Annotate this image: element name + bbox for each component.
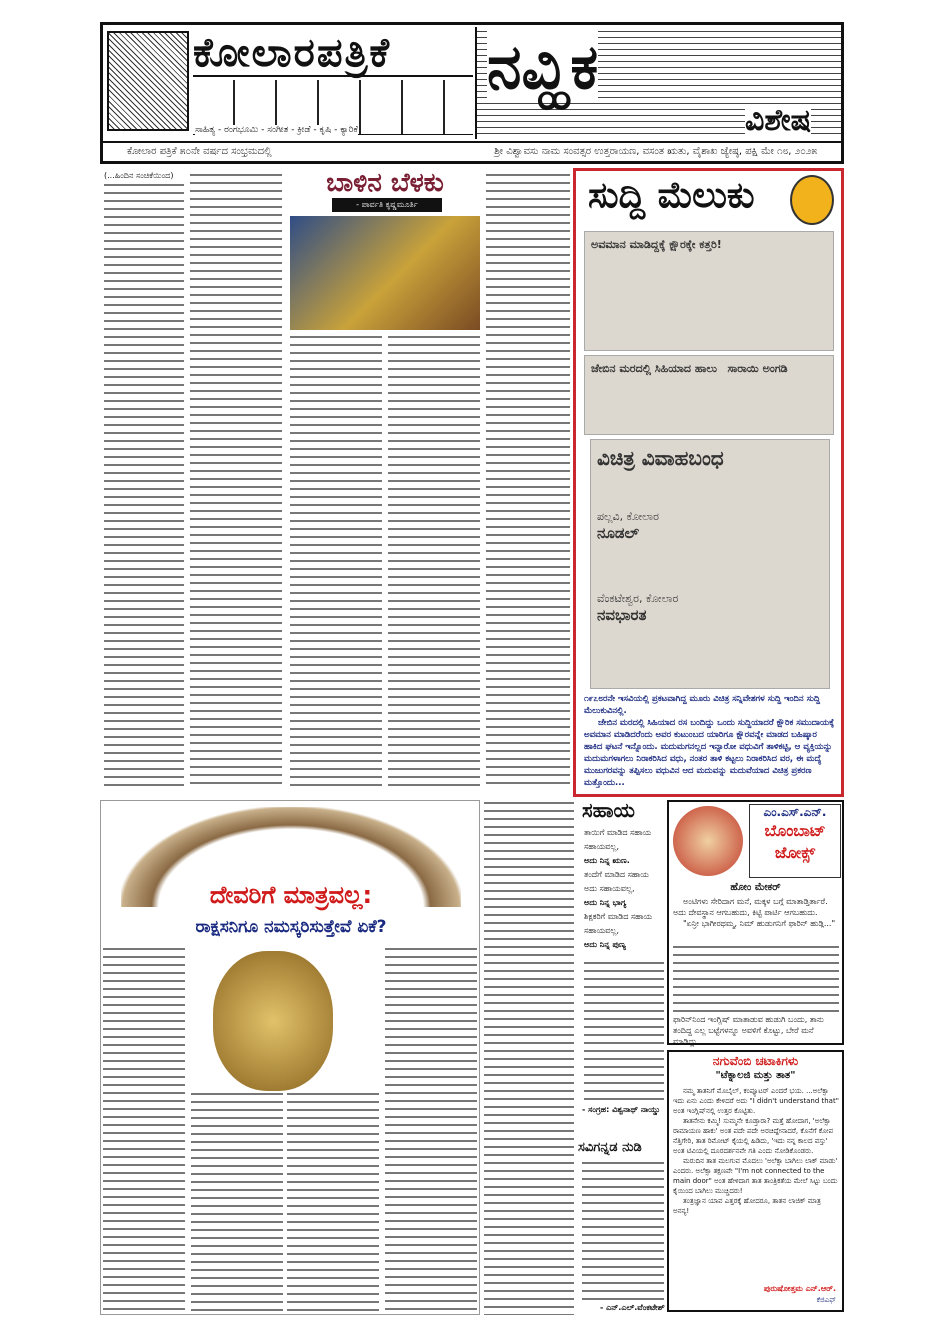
date-line: ಶ್ರೀ ವಿಶ್ವಾವಸು ನಾಮ ಸಂವತ್ಸರ ಉತ್ತರಾಯಣ, ವಸಂತ ಋತು, ವೈಶಾಖ ಜ್ಯೇಷ್ಠ, ಪಕ್ಷಿ ಮೇ ೧೮, ೨೦೨೫ [494,146,817,157]
sahaya-headline: ಸಹಾಯ [582,798,635,822]
devarige-subheadline: ರಾಕ್ಷಸನಿಗೂ ನಮಸ್ಕರಿಸುತ್ತೇವೆ ಏಕೆ? [195,917,387,937]
article-column [103,946,185,1311]
bombat-jokes-box [667,800,844,1045]
article-column [484,800,574,1315]
joke-text: ಅಂಟಿಗಳು ಸೇರಿದಾಗ ಮನೆ, ಮಕ್ಕಳ ಬಗ್ಗೆ ಮಾತಾಡ್ತಿರ್ತಾರೆ. ಅದು ದೇವಸ್ಥಾನ ಆಗಬಹುದು, ಕಿಟ್ಟಿ ಪಾರ್ಟಿ ಆಗಬಹುದು. "ಏನ್ರೀ ಭಾಗೀರಥಮ್ಮ, ನಿಮ್ ಹುಡುಗನಿಗೆ ಫಾರಿನ್ ಹುಡ್ಗಿ..." [673,897,836,928]
news-clipping: ವಿಚಿತ್ರ ವಿವಾಹಬಂಧ ಪಲ್ಲವಿ, ಕೋಲಾರ ನೂಡಲ್ ವೆಂಕಟೇಶ್ವರ, ಕೋಲಾರ ನವಭಾರತ [590,439,830,689]
joke-ending: ಫಾರಿನ್‌ನಿಂದ ಇಂಗ್ಲಿಷ್ ಮಾತಾಡುವ ಹುಡುಗಿ ಬಂದು, ತಾನು ತಂದಿದ್ದ ಎಲ್ಲ ಬಟ್ಟೆಗಳನ್ನೂ ಅವಳಿಗೆ ಕೊಟ್ಟು, ಬೇರೆ ಮನೆ ಮಾಡಿದ್ಲು [673,1015,824,1046]
joke-body [673,944,839,1012]
article-column [385,946,477,1311]
kirtimukha-mask-image [213,951,333,1091]
caricature-image [673,806,743,876]
continued-note: (...ಹಿಂದಿನ ಸಂಚಿಕೆಯಿಂದ) [104,171,174,180]
sahaya-poem: ತಾಯಿಗೆ ಮಾಡಿದ ಸಹಾಯ ಸಹಾಯವಲ್ಲ, ಅದು ನಿನ್ನ ಋಣ. ತಂದೆಗೆ ಮಾಡಿದ ಸಹಾಯ ಅದು ಸಹಾಯವಲ್ಲ, ಅದು ನಿನ್ನ ಭಾಗ್ಯ ಶಿಕ್ಷಕರಿಗೆ ಮಾಡಿದ ಸಹಾಯ ಸಹಾಯವಲ್ಲ, ಅದು ನಿನ್ನ ಪುಣ್ಯ [584,828,653,949]
nagavembi-headline: ನಗುವೆಂಬಿ ಚಟಾಕಿಗಳು [712,1054,799,1068]
byline: - ಪಾರ್ವತಿ ಕೃಷ್ಣಮೂರ್ತಿ [332,198,442,212]
article-column [388,334,480,790]
date-bar [103,141,841,161]
savigannada-headline: ಸವಿಗನ್ನಡ ನುಡಿ [578,1140,642,1155]
paper-title: ಕೋಲಾರಪತ್ರಿಕೆ [193,29,473,77]
poem-continued [584,960,664,1100]
joke-subhead: ಹೋಂ ಮೇಕರ್ [730,882,781,893]
clipping-caption: ೧೯೭೮ರನೇ ಇಸವಿಯಲ್ಲಿ ಪ್ರಕಟವಾಗಿದ್ದ ಮೂರು ವಿಚಿತ್ರ ಸನ್ನಿವೇಶಗಳ ಸುದ್ದಿ ಇಂದಿನ ಸುದ್ದಿ ಮೆಲುಕುವಿನಲ್ಲಿ. ಜೇಬಿನ ಮರದಲ್ಲಿ ಸಿಹಿಯಾದ ರಸ ಬಂದಿದ್ದು ಒಂದು ಸುದ್ದಿಯಾದರೆ ಕ್ಷೌರಿಕ ಸಮುದಾಯಕ್ಕೆ ಅವಮಾನ ಮಾಡಿದರೆಂದು ಅವರ ಕುಟುಂಬದ ಯಾರಿಗೂ ಕ್ಷೌರವನ್ನೇ ಮಾಡದ ಬಹಿಷ್ಕಾರ ಹಾಕಿದ ಘಟನೆ ಇನ್ನೊಂದು. ಮದುಮಗನಲ್ಲದ ಇನ್ನಾರೋ ವಧುವಿಗೆ ತಾಳಿಕಟ್ಟಿ, ಆ ವ್ಯಕ್ತಿಯನ್ನು ಮದುಮಗಳಾಗಲು ನಿರಾಕರಿಸಿದ ವಧು, ನಂತರ ತಾಳಿ ಕಟ್ಟಲು ನಿರಾಕರಿಸಿದ ವರ, ಈ ಮದ್ಯೆ ಮುಜುಗರವನ್ನು ತಪ್ಪಿಸಲು ವಧುವಿನ ಆದ ಮದುವನ್ನು ಮದುವೆಯಾದ ವಿಚಿತ್ರ ಪ್ರಕರಣ ಮತ್ತೊಂದು... [584,694,835,788]
tagline: ಸಾಹಿತ್ಯ - ರಂಗಭೂಮಿ - ಸಂಗೀತ - ಕ್ರೀಡೆ - ಕೃಷಿ - ಕ್ಯಾರಿಕೆ [195,125,358,135]
article-column [190,172,282,790]
author-name: ಪುರುಷೋತ್ತಮ ಎನ್.ಆರ್. [763,1284,836,1293]
elephant-logo [107,31,189,131]
nagavembi-box [667,1050,844,1312]
nagavembi-text: ನಮ್ಮ ತಾತನಿಗೆ ಮೊಬೈಲ್, ಕಂಪ್ಯೂಟರ್ ಎಂದರೆ ಭಯ. ...ಅಲೆಕ್ಸಾ ಇದು ಏನು ಎಂದು ಕೇಳಿದರೆ ಅದು "I didn't understand that" ಅಂತ ಇಂಗ್ಲಿಷ್‌ನಲ್ಲಿ ಉತ್ತರ ಕೊಟ್ಟಿತು. ತಾತನೇನು ಕಮ್ಮಿ! ಸುಮ್ಮನೇ ಕೂಡ್ತಾರಾ? ಮತ್ತೆ ಹೋದಾಗ, 'ಅಲೆಕ್ಸಾ ರಾಮಾಯಣ ಹಾಕು' ಅಂತ ಪದೇ ಪದೇ ಅರಚಿದ್ದೇನಾದರೆ, ಕೊನೆಗೆ ಕೋಪ ನೆತ್ತಿಗೇರಿ, ತಾತ ರಿಮೋಟ್ ಕೈಯಲ್ಲಿ ಹಿಡಿದು, 'ಇದು ನನ್ನ ಕಾಲದ ವಸ್ತು' ಅಂತ ಟಿವಿಯಲ್ಲಿ ದೂರದರ್ಶನವೇ ಗತಿ ಎಂದು ನೋಡಿಕೊಂಡರು. ಮರುದಿನ ತಾತ ಮಲಗುವ ಮೊದಲು 'ಅಲೆಕ್ಸಾ ಬಾಗಿಲು ಲಾಕ್ ಮಾಡು' ಎಂದರು. ಅಲೆಕ್ಸಾ ತಕ್ಷಣವೇ "I'm not connected to the main door" ಅಂತ ಹೇಳಿದಾಗ ತಾತ ತಾಂತ್ರಿಕತೆಯ ಮೇಲೆ ಸಿಟ್ಟು ಬಂದು ಕೈಯಿಂದ ಬಾಗಿಲು ಮುಚ್ಚಿದರು! ತಂತ್ರಜ್ಞಾನ ಯಾವ ಎತ್ತರಕ್ಕೆ ಹೋದರೂ, ತಾತನ ಲಾಜಿಕ್ ಮಾತ್ರ ಅನನ್ಯ! [673,1087,839,1215]
masthead [100,22,844,164]
devarige-section [100,800,480,1315]
sahaya-author: - ಸಂಗ್ರಹ: ವಿಶ್ವನಾಥ್ ನಾಯ್ಡು [582,1105,661,1114]
krishna-arjuna-image [290,216,480,330]
anniversary-text: ಕೋಲಾರ ಪತ್ರಿಕೆ ೫೦ನೇ ವರ್ಷದ ಸಂಭ್ರಮದಲ್ಲಿ [127,146,272,157]
suddi-meluku-box [573,168,844,797]
bombat-title-box: ಎಂ.ಎಸ್.ಎನ್. ಬೊಂಬಾಟ್ ಜೋಕ್ಸ್ [749,804,841,878]
devarige-headline: ದೇವರಿಗೆ ಮಾತ್ರವಲ್ಲ: [209,881,373,909]
news-clipping: ಜೇಬಿನ ಮರದಲ್ಲಿ ಸಿಹಿಯಾದ ಹಾಲು ಸಾರಾಯಿ ಅಂಗಡಿ [584,355,834,435]
article-column [287,1091,379,1311]
suddi-meluku-headline: ಸುದ್ದಿ ಮೆಲುಕು [588,175,755,216]
article-column [290,334,382,790]
50-years-emblem [790,175,834,225]
special-edition-title: ನವ್ಹಿಕ ವಿಶೇಷ [475,27,841,139]
article-column [191,1091,283,1311]
news-clipping: ಅವಮಾನ ಮಾಡಿದ್ದಕ್ಕೆ ಕ್ಷೌರಕ್ಕೇ ಕತ್ತರಿ! [584,231,834,351]
article-column [104,182,184,790]
article-column [582,1160,664,1300]
balina-belaku-headline: ಬಾಳಿನ ಬೆಳಕು [326,168,444,198]
article-column [486,172,570,790]
savigannada-author: - ಎನ್.ಎಲ್.ವೆಂಕಟೇಶ್ [600,1303,665,1312]
nagavembi-subhead: "ಟೆಕ್ನಾಲಜಿ ಮತ್ತು ತಾತ" [715,1070,796,1081]
author-place: ಕೆಜಿಎಫ್ [816,1296,836,1304]
